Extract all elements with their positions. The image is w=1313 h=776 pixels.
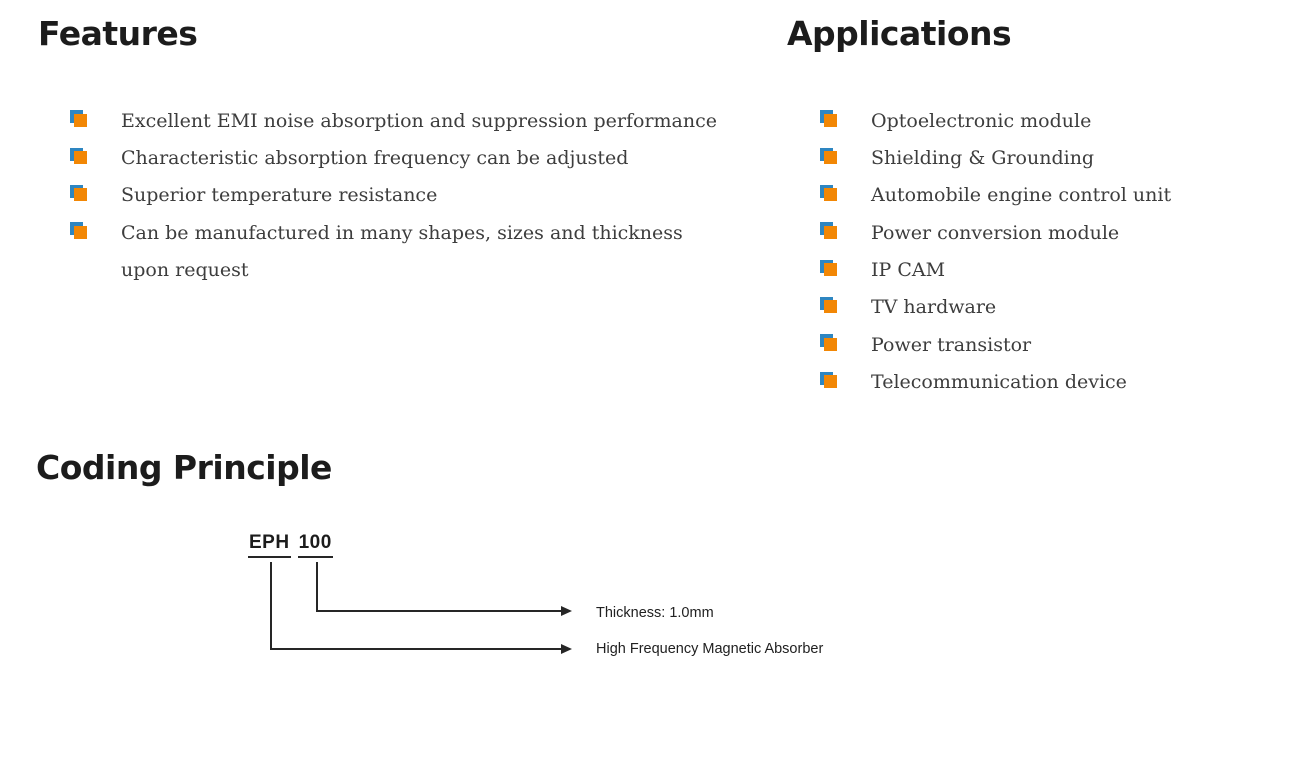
bullet-square-icon: [820, 185, 837, 202]
bullet-spacer: [70, 260, 87, 277]
application-item-label: Power conversion module: [871, 221, 1120, 244]
feature-item: [70, 177, 730, 214]
applications-list: [820, 102, 1290, 401]
connector-line-prefix: [270, 562, 272, 650]
feature-item-label: Can be manufactured in many shapes, sizes and thickness: [121, 221, 683, 244]
application-item-label: Power transistor: [871, 333, 1032, 356]
applications-title: Applications: [787, 14, 1012, 53]
bullet-square-icon: [820, 148, 837, 165]
feature-item-label: upon request: [121, 259, 249, 282]
application-item-label: IP CAM: [871, 259, 946, 282]
bullet-square-icon: [820, 222, 837, 239]
bullet-square-icon: [820, 334, 837, 351]
bullet-square-icon: [820, 260, 837, 277]
feature-item: [70, 139, 730, 176]
application-item: [820, 251, 1290, 288]
application-item-label: Automobile engine control unit: [871, 184, 1172, 207]
product-code-prefix: EPH: [248, 532, 291, 558]
feature-item-continuation: [70, 251, 730, 288]
connector-line-absorber: [270, 648, 562, 650]
feature-item-label: Characteristic absorption frequency can be adjusted: [121, 147, 629, 170]
application-item-label: Telecommunication device: [871, 371, 1127, 394]
callout-thickness-label: Thickness: 1.0mm: [596, 605, 714, 621]
arrow-right-icon: [561, 606, 572, 616]
application-item: [820, 102, 1290, 139]
application-item: [820, 214, 1290, 251]
bullet-square-icon: [70, 222, 87, 239]
connector-line-suffix: [316, 562, 318, 612]
application-item: [820, 177, 1290, 214]
bullet-square-icon: [70, 110, 87, 127]
application-item: [820, 363, 1290, 400]
application-item: [820, 139, 1290, 176]
feature-item: [70, 214, 730, 251]
application-item-label: Shielding & Grounding: [871, 147, 1095, 170]
feature-item-label: Excellent EMI noise absorption and suppression performance: [121, 109, 717, 132]
features-title: Features: [38, 14, 198, 53]
feature-item: [70, 102, 730, 139]
bullet-square-icon: [820, 110, 837, 127]
application-item: [820, 289, 1290, 326]
product-code: [248, 532, 333, 558]
feature-item-label: Superior temperature resistance: [121, 184, 438, 207]
connector-line-thickness: [316, 610, 562, 612]
application-item-label: Optoelectronic module: [871, 109, 1092, 132]
bullet-square-icon: [820, 372, 837, 389]
features-list: [70, 102, 730, 289]
bullet-square-icon: [820, 297, 837, 314]
product-code-suffix: 100: [298, 532, 333, 558]
application-item-label: TV hardware: [871, 296, 997, 319]
callout-absorber-label: High Frequency Magnetic Absorber: [596, 641, 824, 657]
bullet-square-icon: [70, 148, 87, 165]
arrow-right-icon: [561, 644, 572, 654]
application-item: [820, 326, 1290, 363]
bullet-square-icon: [70, 185, 87, 202]
coding-principle-title: Coding Principle: [36, 448, 332, 487]
